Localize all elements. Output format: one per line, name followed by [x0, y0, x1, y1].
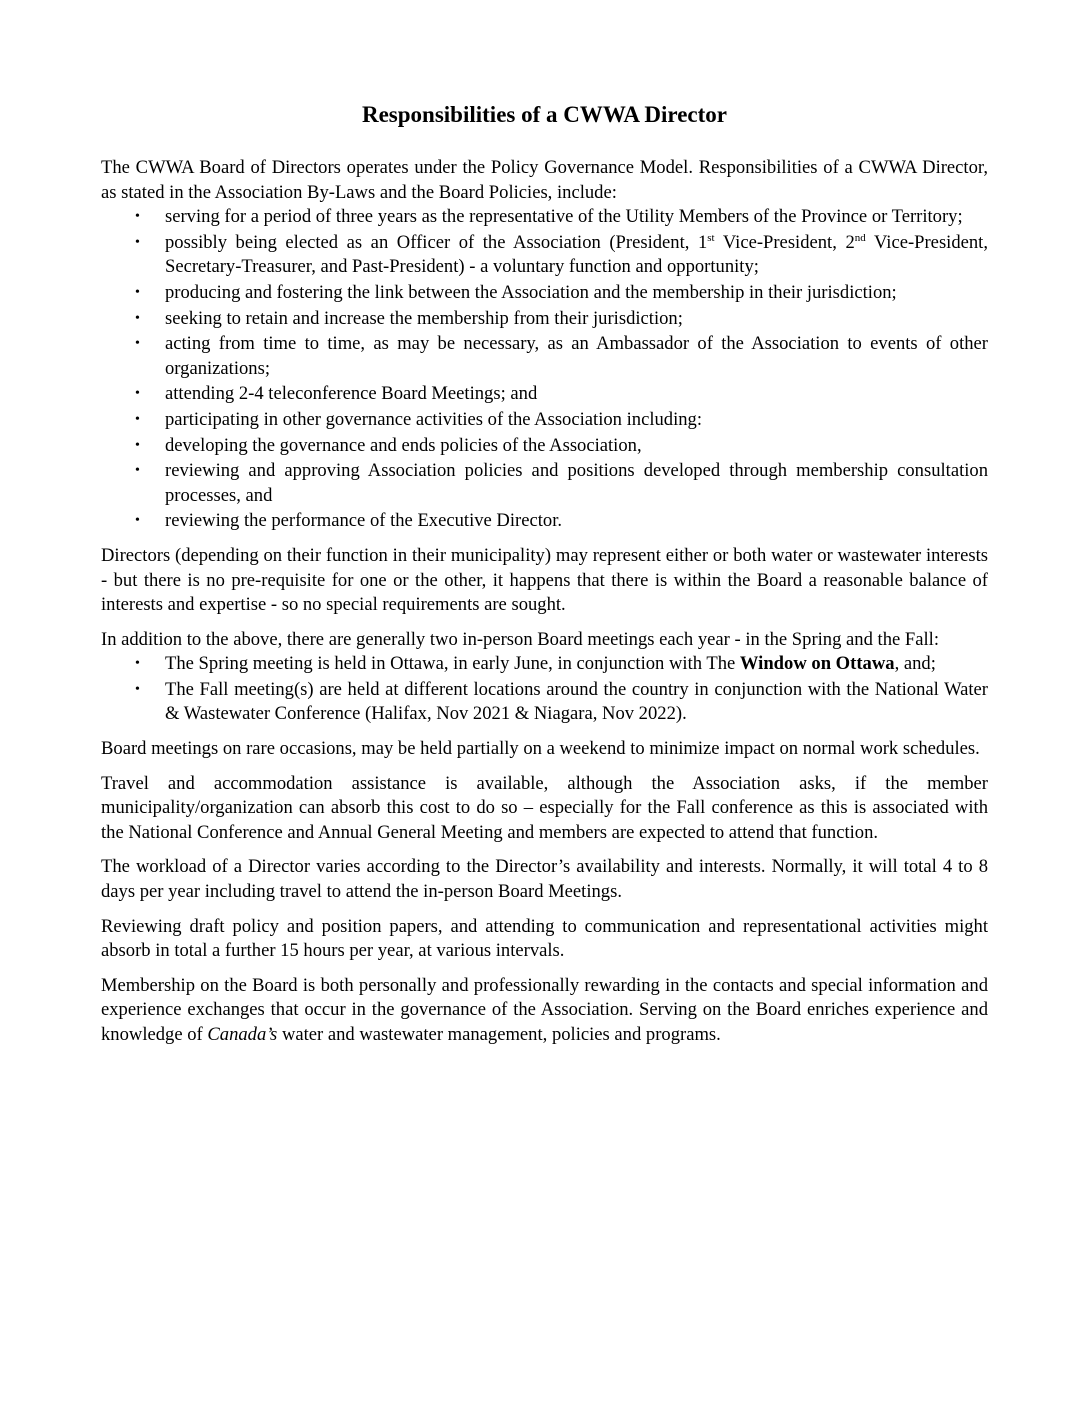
bullet-icon: •	[135, 681, 140, 697]
bullet-icon: •	[135, 463, 140, 479]
bullet-icon: •	[135, 656, 140, 672]
list-item: • participating in other governance activities of the Association including:	[101, 408, 988, 433]
directors-paragraph: Directors (depending on their function in their municipality) may represent either or both water or wastewater interests - but there is no pre-requisite for one or the other, it happens that there is within the Board a reasonable balance of interests and expertise - so no special requirements are sought.	[101, 544, 988, 616]
weekend-paragraph: Board meetings on rare occasions, may be held partially on a weekend to minimize impact on normal work schedules.	[101, 738, 980, 760]
bullet-icon: •	[135, 284, 140, 300]
list-item: • serving for a period of three years as the representative of the Utility Members of the Province or Territory;	[101, 205, 988, 230]
reviewing-paragraph: Reviewing draft policy and position papers, and attending to communication and representational activities might absorb in total a further 15 hours per year, at various intervals.	[101, 915, 988, 962]
list-item: • attending 2-4 teleconference Board Meetings; and	[101, 382, 988, 407]
list-item: • reviewing and approving Association policies and positions developed through membership consultation processes, and	[135, 460, 988, 506]
event-name: Window on Ottawa	[739, 653, 895, 675]
bullet-icon: •	[135, 386, 140, 402]
bullet-icon: •	[135, 336, 140, 352]
list-item: • developing the governance and ends policies of the Association,	[101, 434, 988, 459]
list-item: • reviewing the performance of the Executive Director.	[101, 509, 988, 534]
list-item: • possibly being elected as an Officer of the Association (President, 1st Vice-President, 2nd Vice-President, Secretary-Treasurer, and Past-President) - a voluntary function and opportunity;	[135, 231, 989, 278]
bullet-icon: •	[135, 513, 140, 529]
membership-paragraph: Membership on the Board is both personally and professionally rewarding in the contacts and special information and experience exchanges that occur in the governance of the Association. Serving on the Board enriches experience and knowledge of Canada’s water and wastewater management, policies and programs.	[101, 974, 988, 1045]
bullet-icon: •	[135, 437, 140, 453]
list-item: • producing and fostering the link between the Association and the membership in their jurisdiction;	[101, 281, 988, 306]
list-item: • The Spring meeting is held in Ottawa, in early June, in conjunction with The Window on Ottawa, and;	[101, 652, 988, 677]
bullet-icon: •	[135, 310, 140, 326]
list-item: • seeking to retain and increase the membership from their jurisdiction;	[101, 307, 988, 332]
responsibilities-list	[101, 205, 988, 534]
intro-paragraph: The CWWA Board of Directors operates under the Policy Governance Model. Responsibilities of a CWWA Director, as stated in the Association By-Laws and the Board Policies, include:	[101, 157, 988, 203]
travel-paragraph: Travel and accommodation assistance is available, although the Association asks, if the member municipality/organization can absorb this cost to do so – especially for the Fall conference as this is associated with the National Conference and Annual General Meeting and members are expected to attend that function.	[101, 772, 988, 843]
list-item: • The Fall meeting(s) are held at different locations around the country in conjunction with the National Water & Wastewater Conference (Halifax, Nov 2021 & Niagara, Nov 2022).	[135, 678, 988, 725]
list-item: • acting from time to time, as may be necessary, as an Ambassador of the Association to events of other organizations;	[135, 333, 988, 379]
document-page	[101, 100, 988, 1058]
bullet-icon: •	[135, 209, 140, 225]
workload-paragraph: The workload of a Director varies according to the Director’s availability and interests. Normally, it will total 4 to 8 days per year including travel to attend the in-person Board Meetings.	[101, 856, 988, 903]
bullet-icon: •	[135, 411, 140, 427]
meetings-list	[101, 652, 988, 727]
page-title: Responsibilities of a CWWA Director	[361, 102, 727, 127]
bullet-icon: •	[135, 234, 140, 250]
meetings-intro-paragraph: In addition to the above, there are generally two in-person Board meetings each year - in the Spring and the Fall:	[101, 628, 939, 650]
